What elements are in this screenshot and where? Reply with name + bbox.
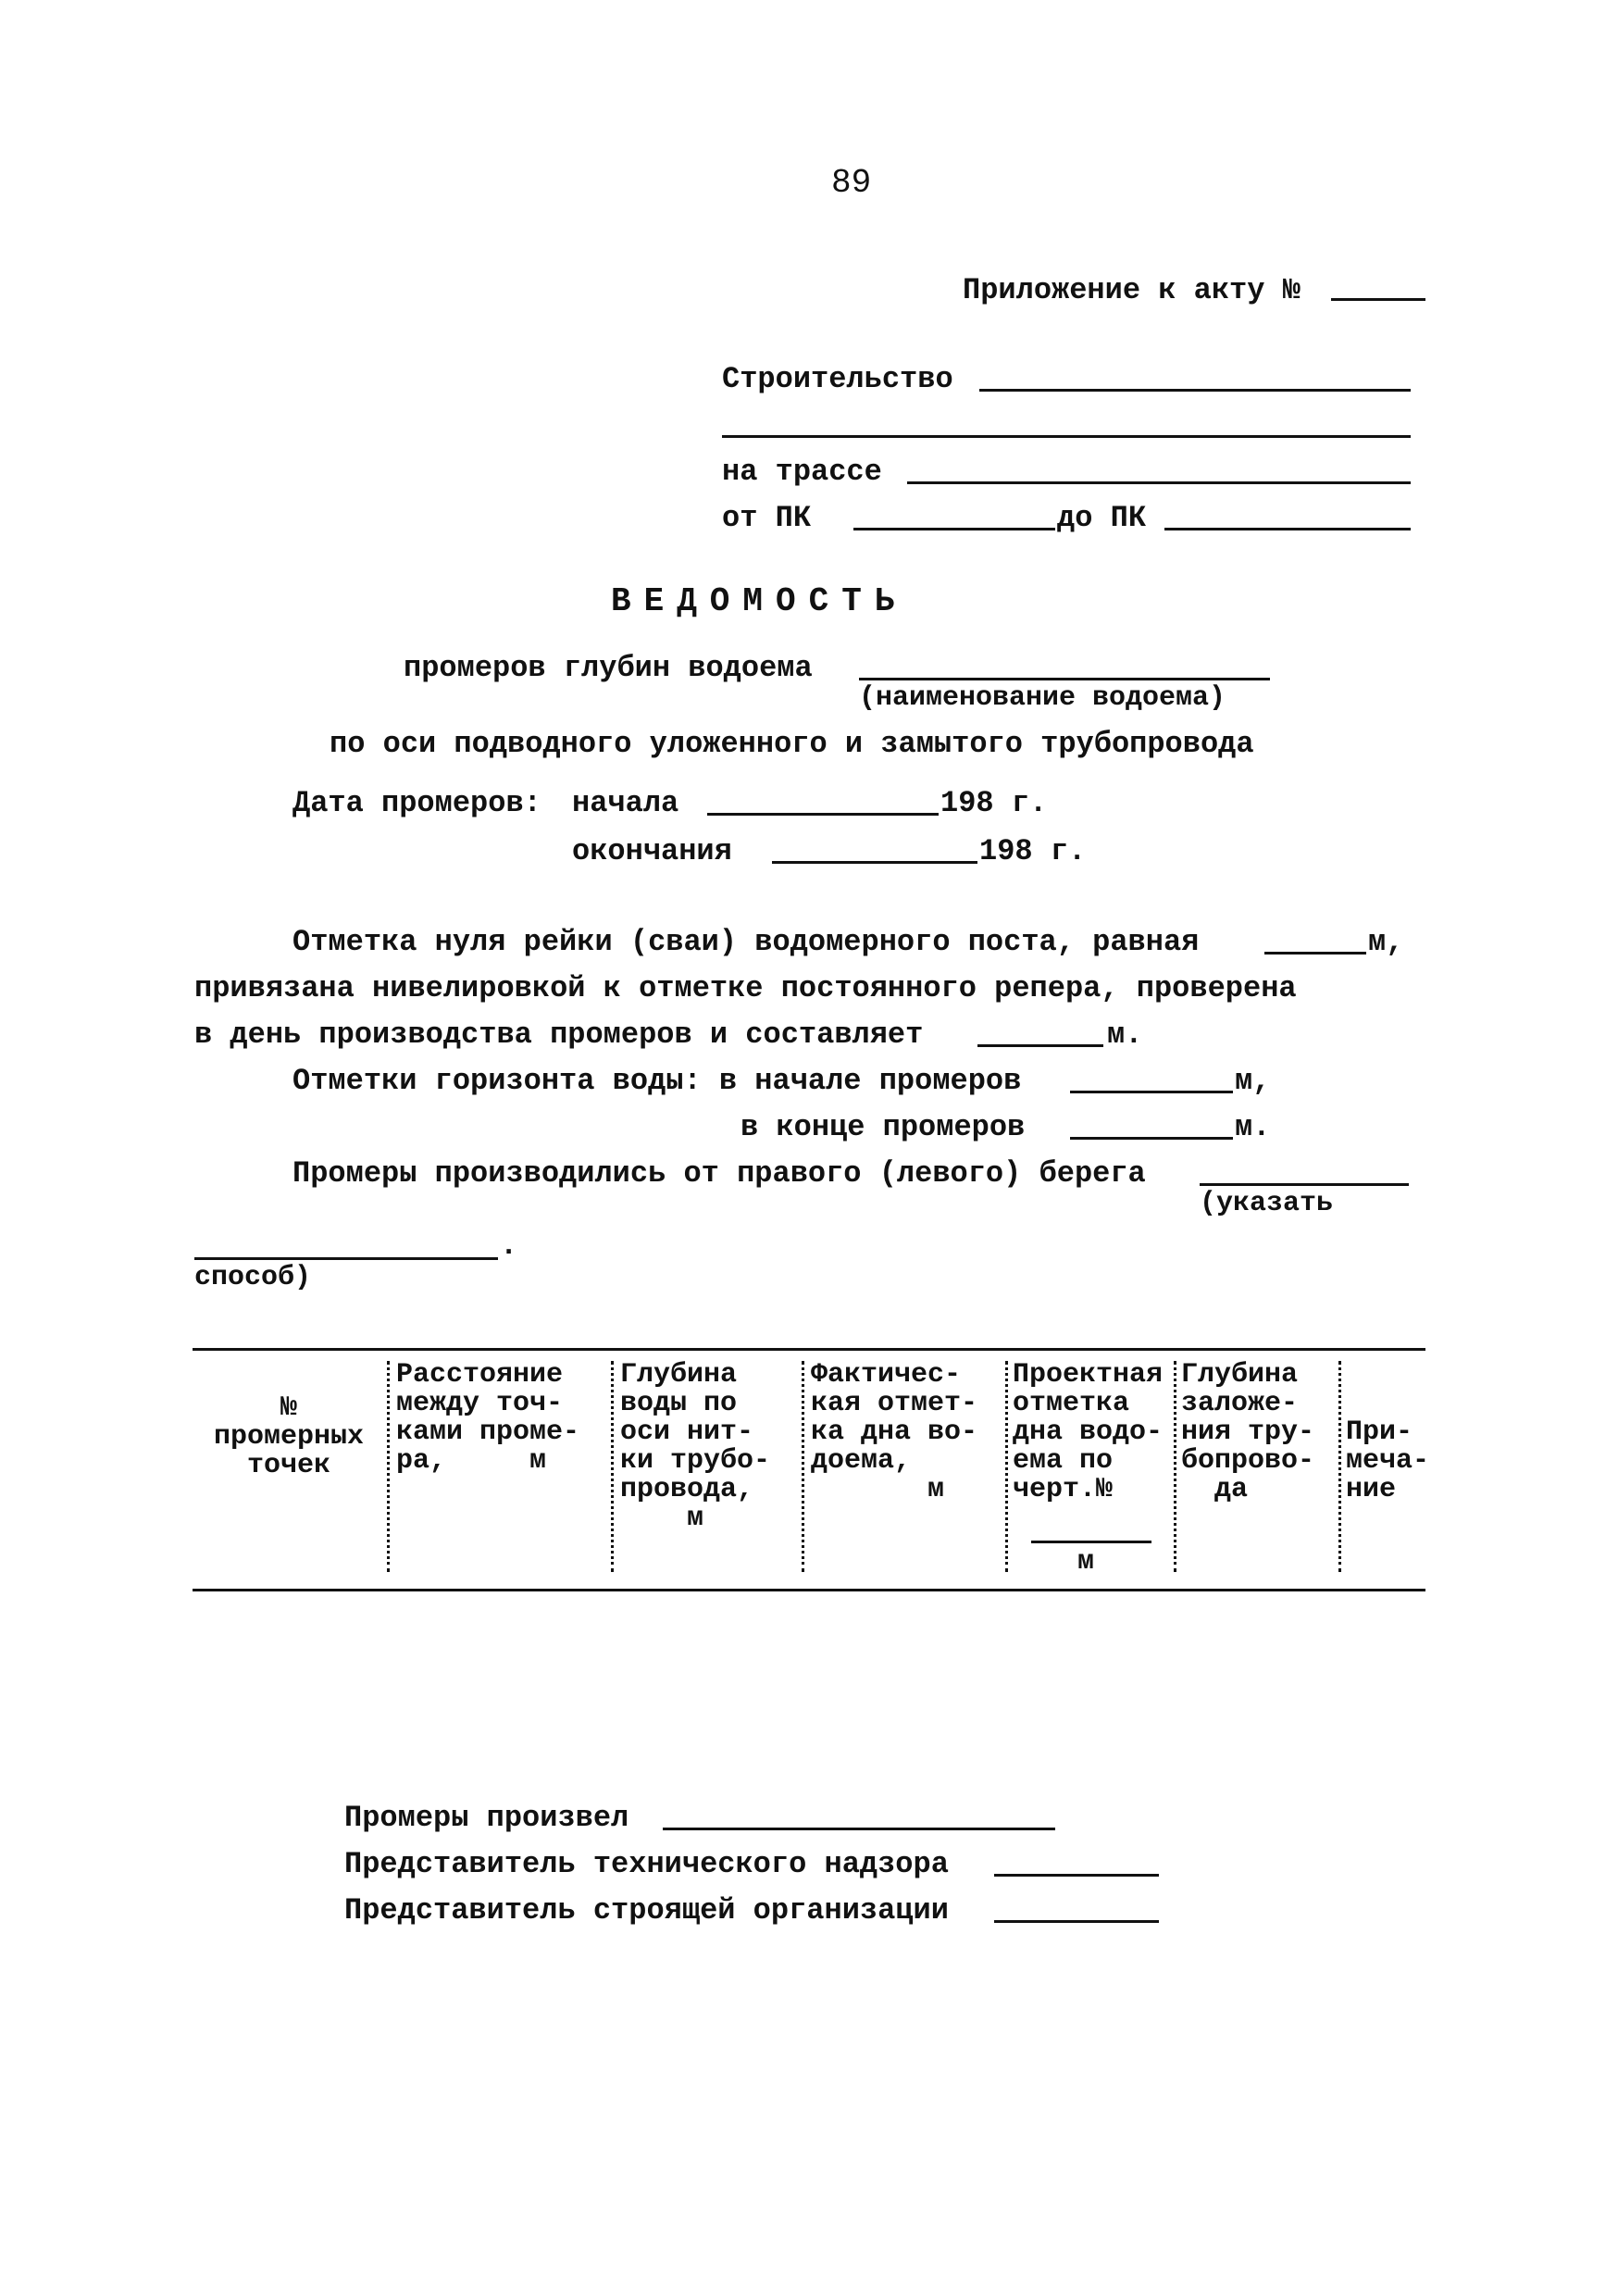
reservoir-name-caption: (наименование водоема) [859, 682, 1226, 714]
dates-start-field[interactable] [707, 813, 939, 816]
method-field[interactable] [1200, 1183, 1409, 1186]
table-header-actual-bottom: Фактичес- кая отмет- ка дна во- доема, м [811, 1359, 978, 1505]
table-header-pipe-depth: Глубина заложе- ния тру- бопрово- да [1181, 1359, 1315, 1505]
body-p1-line2: привязана нивелировкой к отметке постоянного репера, проверена [194, 971, 1297, 1005]
construction-field-line2[interactable] [722, 435, 1411, 438]
body-p1-line3: в день производства промеров и составляет [194, 1017, 924, 1052]
water-start-field[interactable] [1070, 1091, 1233, 1093]
reservoir-name-field[interactable] [859, 678, 1270, 680]
table-column-divider [1338, 1361, 1341, 1572]
page-number: 89 [831, 164, 872, 202]
subtitle-line1: промеров глубин водоема [404, 651, 813, 685]
construction-label: Строительство [722, 362, 953, 396]
benchmark-field[interactable] [977, 1044, 1103, 1047]
table-header-notes: При- меча- ние [1346, 1416, 1430, 1505]
to-pk-field[interactable] [1164, 528, 1411, 530]
table-column-divider [1174, 1361, 1176, 1572]
method-period: . [500, 1229, 518, 1263]
method-caption-a: (указать [1200, 1188, 1334, 1219]
route-field[interactable] [907, 481, 1411, 484]
dates-end-field[interactable] [772, 861, 977, 864]
body-p1-line1: Отметка нуля рейки (сваи) водомерного поста, равная [292, 925, 1200, 959]
table-header-design-unit: м [1077, 1546, 1095, 1578]
appendix-label: Приложение к акту № [963, 273, 1301, 307]
table-column-divider [1005, 1361, 1008, 1572]
water-end-unit: м. [1235, 1110, 1271, 1144]
table-top-border [193, 1348, 1425, 1351]
table-header-distance: Расстояние между точ- ками проме- ра, м [396, 1359, 580, 1477]
method-field-line2[interactable] [194, 1257, 498, 1260]
signature-measured-by-label: Промеры произвел [344, 1801, 629, 1835]
dates-start-label: начала [572, 786, 679, 820]
signature-measured-by-field[interactable] [663, 1828, 1055, 1830]
from-pk-label: от ПК [722, 501, 812, 535]
water-start-unit: м, [1235, 1064, 1271, 1098]
appendix-number-field[interactable] [1331, 298, 1425, 301]
table-header-bottom-border [193, 1589, 1425, 1591]
table-column-divider [387, 1361, 390, 1572]
benchmark-unit: м. [1107, 1017, 1143, 1052]
subtitle-line2: по оси подводного уложенного и замытого трубопровода [330, 727, 1254, 761]
table-header-water-depth: Глубина воды по оси нит- ки трубо- провода, м [620, 1359, 771, 1534]
from-pk-field[interactable] [853, 528, 1055, 530]
signature-builder-field[interactable] [994, 1920, 1159, 1923]
gauge-zero-field[interactable] [1264, 952, 1366, 955]
body-p3: Промеры производились от правого (левого) берега [292, 1156, 1146, 1191]
gauge-zero-unit: м, [1368, 925, 1404, 959]
dates-label: Дата промеров: [292, 786, 541, 820]
dates-end-year: 198 г. [979, 834, 1087, 868]
water-end-field[interactable] [1070, 1137, 1233, 1140]
table-header-point-number: № промерных точек [213, 1392, 365, 1481]
body-p2-line2: в конце промеров [741, 1110, 1026, 1144]
construction-field[interactable] [979, 389, 1411, 392]
document-title: ВЕДОМОСТЬ [611, 582, 908, 620]
to-pk-label: до ПК [1057, 501, 1147, 535]
dates-end-label: окончания [572, 834, 732, 868]
table-column-divider [802, 1361, 804, 1572]
drawing-number-field[interactable] [1031, 1541, 1151, 1543]
dates-start-year: 198 г. [940, 786, 1048, 820]
signature-supervision-label: Представитель технического надзора [344, 1847, 949, 1881]
signature-supervision-field[interactable] [994, 1874, 1159, 1877]
body-p2-line1: Отметки горизонта воды: в начале промеров [292, 1064, 1022, 1098]
table-header-design-bottom: Проектная отметка дна водо- ема по черт.№ [1013, 1359, 1164, 1505]
method-caption-b: способ) [194, 1262, 312, 1293]
signature-builder-label: Представитель строящей организации [344, 1893, 949, 1928]
route-label: на трассе [722, 455, 882, 489]
table-column-divider [611, 1361, 614, 1572]
